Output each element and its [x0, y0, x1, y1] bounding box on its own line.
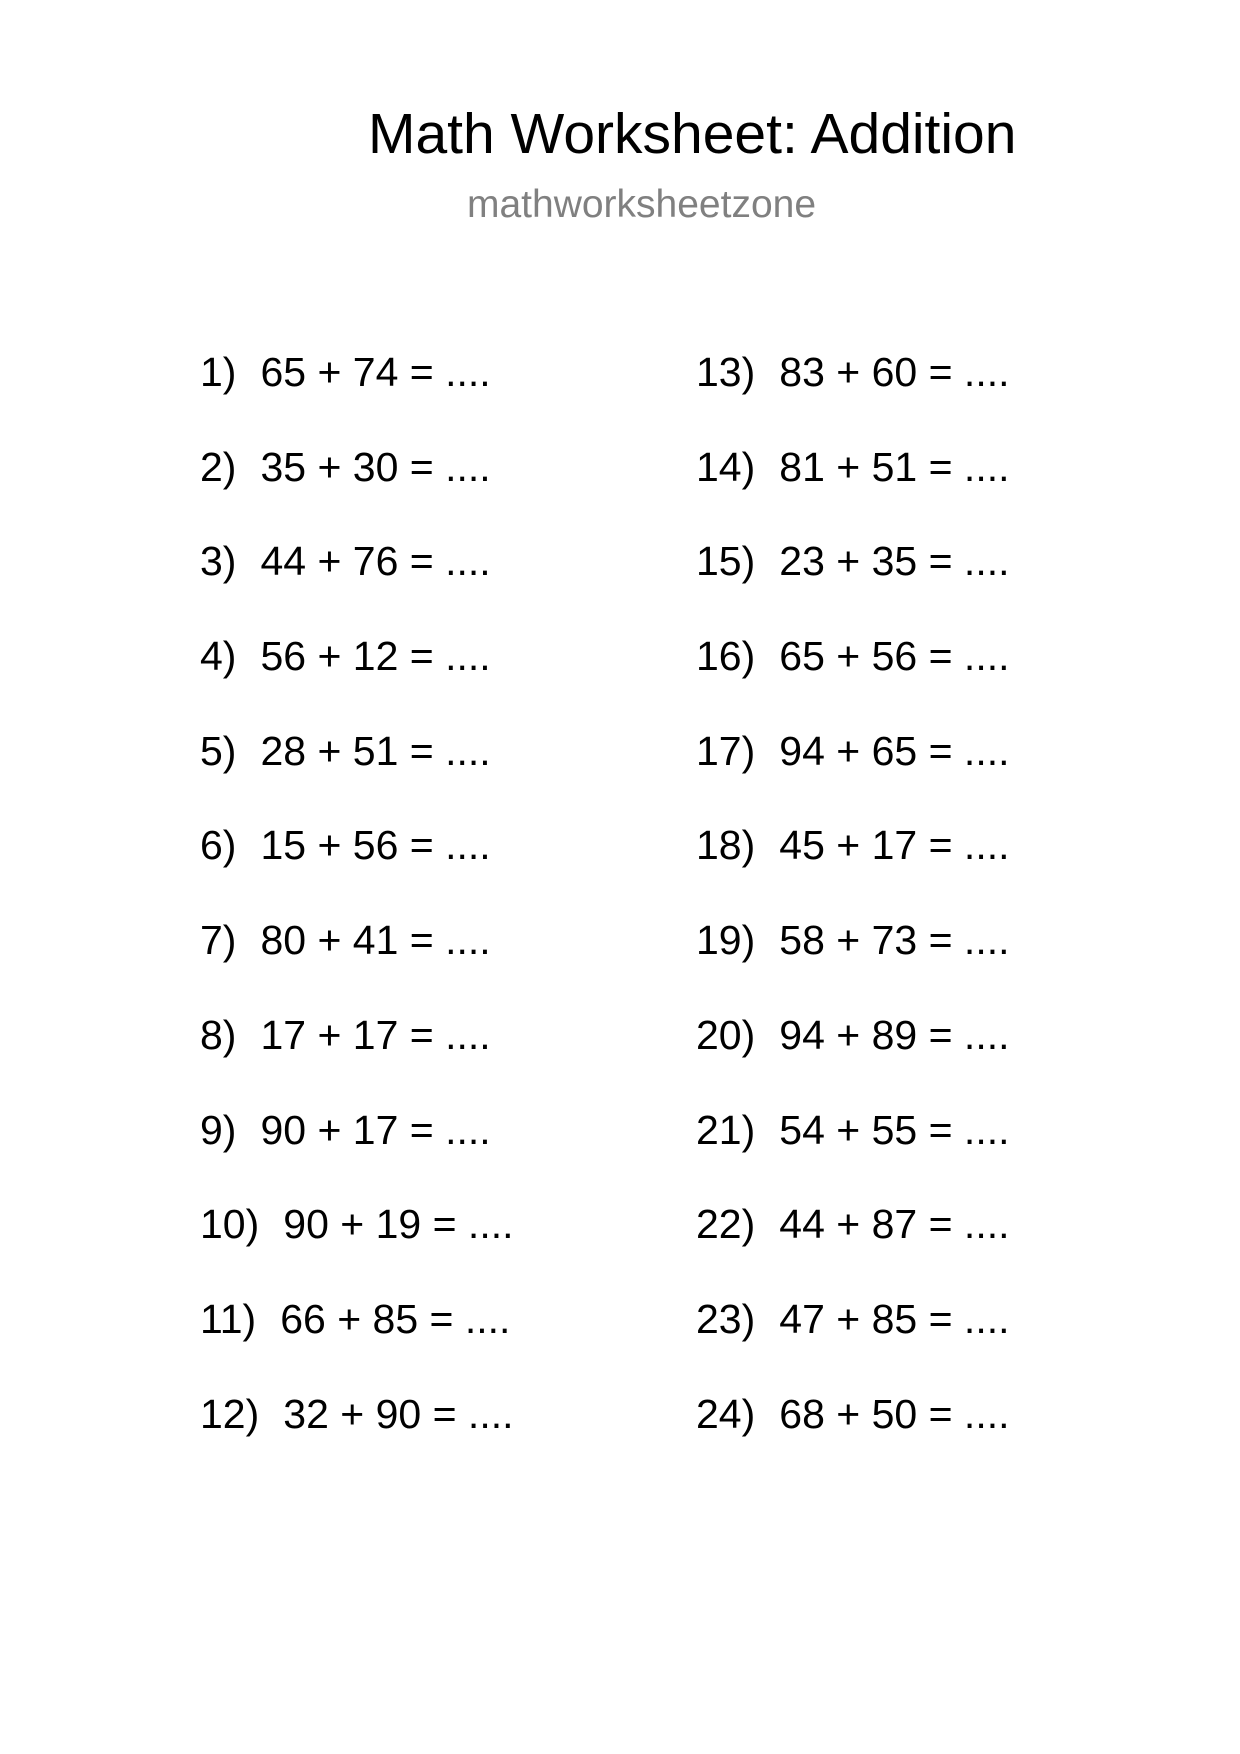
problem-item — [200, 632, 514, 727]
problem-item — [696, 1390, 1010, 1485]
problem-column-right — [696, 348, 1010, 1484]
problem-item — [200, 1390, 514, 1485]
problem-item — [696, 916, 1010, 1011]
problem-number: 12) — [200, 1390, 260, 1437]
problem-expression: 65 + 74 = .... — [260, 349, 491, 395]
problem-number: 7) — [200, 917, 237, 964]
problem-expression: 44 + 76 = .... — [260, 538, 491, 585]
problem-item — [696, 727, 1010, 822]
problem-expression: 17 + 17 = .... — [260, 1011, 491, 1058]
problem-number: 16) — [696, 633, 756, 680]
problem-number: 18) — [696, 822, 756, 869]
problem-expression: 28 + 51 = .... — [260, 727, 491, 774]
problem-item — [696, 1011, 1010, 1106]
problem-item — [200, 443, 514, 538]
worksheet-title: Math Worksheet: Addition — [368, 102, 1017, 166]
problem-expression: 35 + 30 = .... — [260, 443, 491, 490]
problem-item — [200, 916, 514, 1011]
problem-number: 1) — [200, 349, 237, 395]
problem-number: 21) — [696, 1106, 756, 1153]
problem-number: 4) — [200, 633, 237, 680]
problem-item — [200, 348, 514, 443]
problem-expression: 90 + 17 = .... — [260, 1106, 491, 1153]
problem-item — [696, 632, 1010, 727]
problem-number: 2) — [200, 443, 237, 490]
problem-number: 15) — [696, 538, 756, 585]
problem-item — [200, 537, 514, 632]
problem-item — [200, 821, 514, 916]
problem-number: 17) — [696, 727, 756, 774]
problem-expression: 90 + 19 = .... — [283, 1201, 514, 1248]
problem-number: 6) — [200, 822, 237, 869]
problem-number: 14) — [696, 443, 756, 490]
problem-number: 20) — [696, 1011, 756, 1058]
problem-number: 10) — [200, 1201, 260, 1248]
problem-number: 9) — [200, 1106, 237, 1153]
problem-item — [696, 348, 1010, 443]
problem-item — [696, 1106, 1010, 1201]
problem-expression: 58 + 73 = .... — [779, 917, 1010, 964]
problem-item — [200, 727, 514, 822]
problem-expression: 15 + 56 = .... — [260, 822, 491, 869]
problem-item — [696, 443, 1010, 538]
problem-number: 13) — [696, 349, 756, 395]
problem-item — [200, 1011, 514, 1106]
problem-expression: 94 + 89 = .... — [779, 1011, 1010, 1058]
problem-expression: 47 + 85 = .... — [779, 1295, 1010, 1342]
problem-item — [696, 537, 1010, 632]
problem-expression: 45 + 17 = .... — [779, 822, 1010, 869]
problem-expression: 23 + 35 = .... — [779, 538, 1010, 585]
problem-number: 19) — [696, 917, 756, 964]
problem-expression: 80 + 41 = .... — [260, 917, 491, 964]
problem-expression: 66 + 85 = .... — [280, 1295, 511, 1342]
problem-item — [200, 1106, 514, 1201]
problem-expression: 83 + 60 = .... — [779, 349, 1010, 395]
problem-number: 5) — [200, 727, 237, 774]
problem-item — [200, 1200, 514, 1295]
worksheet-source: mathworksheetzone — [467, 183, 817, 226]
problem-column-left — [200, 348, 514, 1484]
problem-expression: 68 + 50 = .... — [779, 1390, 1010, 1437]
problem-expression: 54 + 55 = .... — [779, 1106, 1010, 1153]
problem-number: 23) — [696, 1295, 756, 1342]
problem-number: 24) — [696, 1390, 756, 1437]
problem-number: 3) — [200, 538, 237, 585]
problem-number: 22) — [696, 1201, 756, 1248]
problem-expression: 32 + 90 = .... — [283, 1390, 514, 1437]
problem-expression: 44 + 87 = .... — [779, 1201, 1010, 1248]
problem-item — [200, 1295, 514, 1390]
problem-number: 11) — [200, 1295, 257, 1342]
problem-item — [696, 821, 1010, 916]
problem-expression: 81 + 51 = .... — [779, 443, 1010, 490]
problem-expression: 94 + 65 = .... — [779, 727, 1010, 774]
problem-item — [696, 1295, 1010, 1390]
problem-number: 8) — [200, 1011, 237, 1058]
problem-item — [696, 1200, 1010, 1295]
problem-expression: 65 + 56 = .... — [779, 633, 1010, 680]
problem-expression: 56 + 12 = .... — [260, 633, 491, 680]
